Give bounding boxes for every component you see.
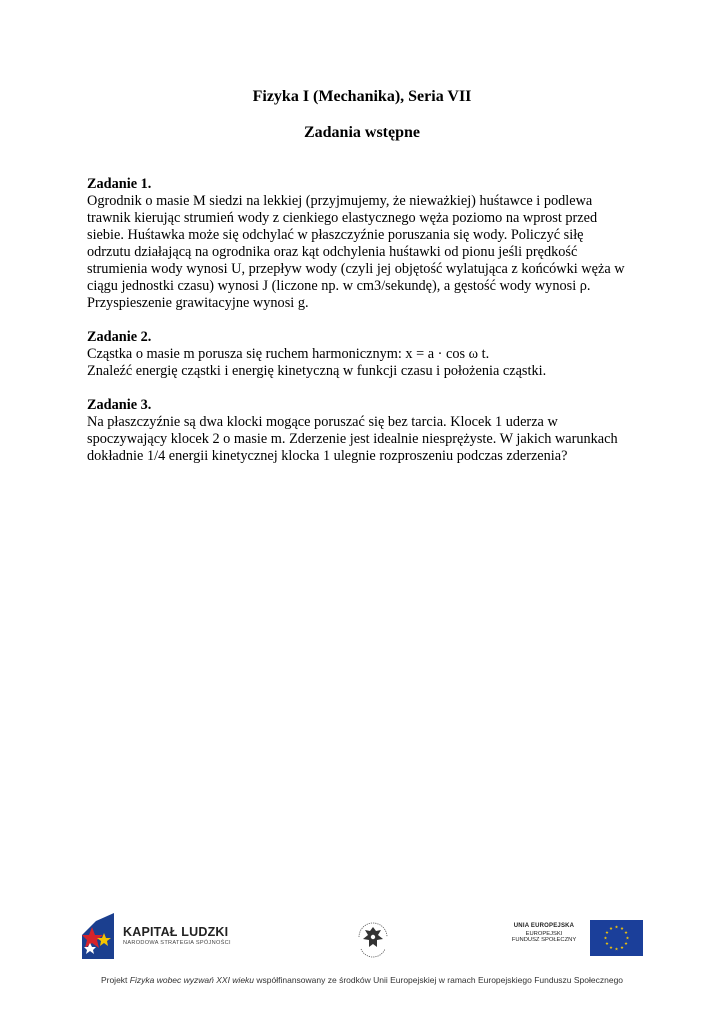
task-2 xyxy=(87,329,647,380)
task-line: trawnik kierując strumień wody z cienkiego elastycznego węża poziomo na wprost przed xyxy=(87,210,598,226)
project-suffix: współfinansowany ze środków Unii Europejskiej w ramach Europejskiego Funduszu Społecznego xyxy=(254,975,624,985)
kapital-ludzki-logo-icon xyxy=(82,913,114,959)
task-line: spoczywający klocek 2 o masie m. Zderzenie jest idealnie niesprężyste. W jakich warunkach xyxy=(87,431,618,447)
task-line: Cząstka o masie m porusza się ruchem harmonicznym: x = a · cos ω t. xyxy=(87,346,490,362)
task-line: strumienia wody wynosi U, przepływ wody (czyli jej objętość wylatująca z końcówki węża w xyxy=(87,261,625,277)
kapital-ludzki-title: KAPITAŁ LUDZKI xyxy=(123,925,229,939)
project-name: Fizyka wobec wyzwań XXI wieku xyxy=(129,975,255,985)
task-1 xyxy=(87,176,647,312)
task-3 xyxy=(87,397,647,465)
task-heading: Zadanie 3. xyxy=(87,397,152,413)
kapital-ludzki-text xyxy=(123,925,231,946)
task-line: ciągu jednostki czasu) wynosi J (liczone np. w cm3/sekundę), a gęstość wody wynosi ρ. xyxy=(87,278,591,294)
task-heading: Zadanie 2. xyxy=(87,329,152,345)
university-seal-icon xyxy=(355,915,391,961)
task-line: Ogrodnik o masie M siedzi na lekkiej (przyjmujemy, że nieważkiej) huśtawce i podlewa xyxy=(87,193,593,209)
eu-line-1: UNIA EUROPEJSKA xyxy=(513,923,575,929)
task-line: dokładnie 1/4 energii kinetycznej klocka 1 ulegnie rozproszeniu podczas zderzenia? xyxy=(87,448,568,464)
eu-line-2: EUROPEJSKI xyxy=(525,931,563,937)
project-prefix: Projekt xyxy=(100,975,130,985)
footer-logos xyxy=(0,905,724,1024)
project-funding-line xyxy=(0,975,724,985)
document-subtitle: Zadania wstępne xyxy=(303,124,421,141)
task-line: Znaleźć energię cząstki i energię kinetyczną w funkcji czasu i położenia cząstki. xyxy=(87,363,547,379)
task-heading: Zadanie 1. xyxy=(87,176,152,192)
eu-line-3: FUNDUSZ SPOŁECZNY xyxy=(511,937,577,943)
eu-flag-icon xyxy=(590,920,643,956)
tasks-content xyxy=(87,176,647,482)
task-line: siebie. Huśtawka może się odchylać w płaszczyźnie poruszania się wody. Policzyć siłę xyxy=(87,227,584,243)
task-line: odrzutu działającą na ogrodnika oraz kąt odchylenia huśtawki od pionu jeśli prędkość xyxy=(87,244,578,260)
kapital-ludzki-subtitle: NARODOWA STRATEGIA SPÓJNOŚCI xyxy=(123,940,231,946)
task-line: Na płaszczyźnie są dwa klocki mogące poruszać się bez tarcia. Klocek 1 uderza w xyxy=(87,414,558,430)
task-line: Przyspieszenie grawitacyjne wynosi g. xyxy=(87,295,309,311)
eu-text xyxy=(505,923,583,943)
document-title: Fizyka I (Mechanika), Seria VII xyxy=(252,88,472,105)
